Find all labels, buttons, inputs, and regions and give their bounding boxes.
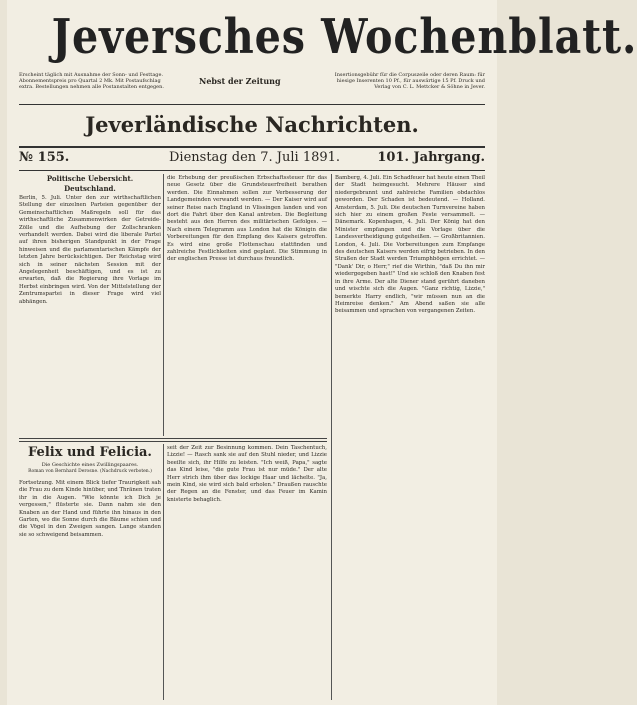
foreign-news-column	[335, 175, 485, 695]
advertising-notice: Insertionsgebühr für die Corpuszeile oder deren Raum: für hiesige Inserenten 10 Pf., für auswärtige 15 Pf. Druck und Verlag von C. L. Mettcker & Söhne in Jever.	[334, 72, 485, 90]
politics-column	[19, 175, 161, 435]
issue-year: 101. Jahrgang.	[377, 150, 485, 165]
newspaper-page	[7, 0, 637, 705]
politics-text: Berlin, 5. Juli. Unter den zur wirthschaftlichen Stellung der einzelnen Parteien gegenüber der Gemeinschaftlichen Maßregeln soll für das wirthschaftliche Zusammenwirken der Getreide-Zölle und die Aufhebung der Zollschranken verhandelt werden. Dabei wird die liberale Partei auf ihren bisherigen Standpunkt in der Frage hinweisen und die parlamentarischen Kämpfe der letzten Jahre berücksichtigen. Der Reichstag wird sich in seiner nächsten Session mit der Angelegenheit beschäftigen, und es ist zu erwarten, daß die Regierung ihre Vorlage im Herbst einbringen wird. Von der Mittelstellung der Zentrumspartei in dieser Frage wird viel abhängen.	[19, 195, 161, 305]
politics-heading: Politische Uebersicht.	[46, 174, 134, 183]
section-title: Jeverländische Nachrichten.	[85, 112, 419, 137]
issue-rule	[19, 170, 485, 171]
feuilleton-rule	[19, 438, 327, 439]
story-text-1: Fortsetzung. Mit einem Blick tiefer Traurigkeit sah die Frau zu dem Kinde hinüber, und Thränen traten ihr in die Augen. "Wie könnte ich Dich je vergessen," flüsterte sie. Dann nahm sie den Knaben an der Hand und führte ihn hinaus in den Garten, wo die Sonne durch die Bäume schien und die Vögel in den Zweigen sangen. Lange standen sie so schweigend beisammen.	[19, 480, 161, 538]
masthead-title: Jeversches Wochenblatt.	[51, 9, 637, 65]
story-text-2: seit der Zeit zur Besinnung kommen. Dein Taschentuch, Lizzie! — Rasch sank sie auf den Stuhl nieder, und Lizzie beeilte sich, ihr Hilfe zu leisten. "Ich weiß, Papa," sagte das Kind leise, "die gute Frau ist nur müde." Der alte Herr strich ihm über das lockige Haar und lächelte. "Ja, mein Kind, sie wird sich bald erholen." Draußen rauschte der Regen an die Fenster, und das Feuer im Kamin knisterte behaglich.	[167, 445, 327, 503]
story-column-2	[167, 445, 327, 700]
masthead-rule	[19, 104, 485, 105]
column-divider	[163, 174, 164, 436]
section-rule	[19, 146, 485, 148]
subscription-notice: Erscheint täglich mit Ausnahme der Sonn- und Festtage. Abonnementspreis pro Quartal 2 Mk. Mit Postaufschlag extra. Bestellungen nehmen alle Postanstalten entgegen.	[19, 72, 164, 90]
issue-bar	[19, 150, 485, 166]
story-subtitle: Die Geschichte eines Zwillingspaares.	[41, 462, 139, 468]
foreign-news-text: Bamberg, 4. Juli. Ein Schadfeuer hat heute einen Theil der Stadt heimgesucht. Mehrere Häuser sind niedergebrannt und zahlreiche Familien obdachlos geworden. Der Schaden ist bedeutend. — Holland. Amsterdam, 5. Juli. Die deutschen Turnvereine haben sich hier zu einem großen Feste versammelt. — Dänemark. Kopenhagen, 4. Juli. Der König hat den Minister empfangen und die Vorlage über die Landesvertheidigung gutgeheißen. — Großbritannien. London, 4. Juli. Die Vorbereitungen zum Empfange des deutschen Kaisers werden eifrig betrieben. In den Straßen der Stadt werden Triumphbögen errichtet. — "Dank' Dir, o Herr," rief die Wirthin, "daß Du ihn mir wiedergegeben hast!" Und sie schloß den Knaben fest in ihre Arme. Der alte Diener stand gerührt daneben und wischte sich die Augen. "Ganz richtig, Lizzie," bemerkte Harry endlich, "wir müssen nun an die Heimreise denken." Am Abend saßen sie alle beisammen und sprachen von vergangenen Zeiten.	[335, 175, 485, 315]
column-divider	[331, 174, 332, 700]
germany-heading: Deutschland.	[64, 184, 116, 193]
issue-date: Dienstag den 7. Juli 1891.	[169, 150, 341, 165]
masthead-notices	[19, 72, 485, 102]
column-divider	[163, 444, 164, 700]
supplement-notice: Nebst der Zeitung	[199, 76, 281, 86]
story-column-1	[19, 480, 161, 700]
issue-number: № 155.	[19, 150, 70, 165]
story-title: Felix und Felicia.	[28, 445, 152, 460]
story-byline: Roman von Bernhard Derosne. (Nachdruck verboten.)	[28, 469, 152, 474]
news-column	[167, 175, 327, 435]
feuilleton-rule	[19, 441, 327, 442]
news-text: die Erhebung der preußischen Erbschaftssteuer für das neue Gesetz über die Grundsteuerfreiheit berathen werden. Die Einnahmen sollen zur Verbesserung der Landgemeinden verwandt werden. — Der Kaiser wird auf seiner Reise nach England in Vlissingen landen und von dort die Fahrt über den Kanal antreten. Die Begleitung besteht aus den Herren des militärischen Gefolges. — Nach einem Telegramm aus London hat die Königin die Vorbereitungen für den Empfang des Kaisers getroffen. Es wird eine große Flottenschau stattfinden und zahlreiche Festlichkeiten sind geplant. Die Stimmung in der englischen Presse ist durchaus freundlich.	[167, 175, 327, 263]
